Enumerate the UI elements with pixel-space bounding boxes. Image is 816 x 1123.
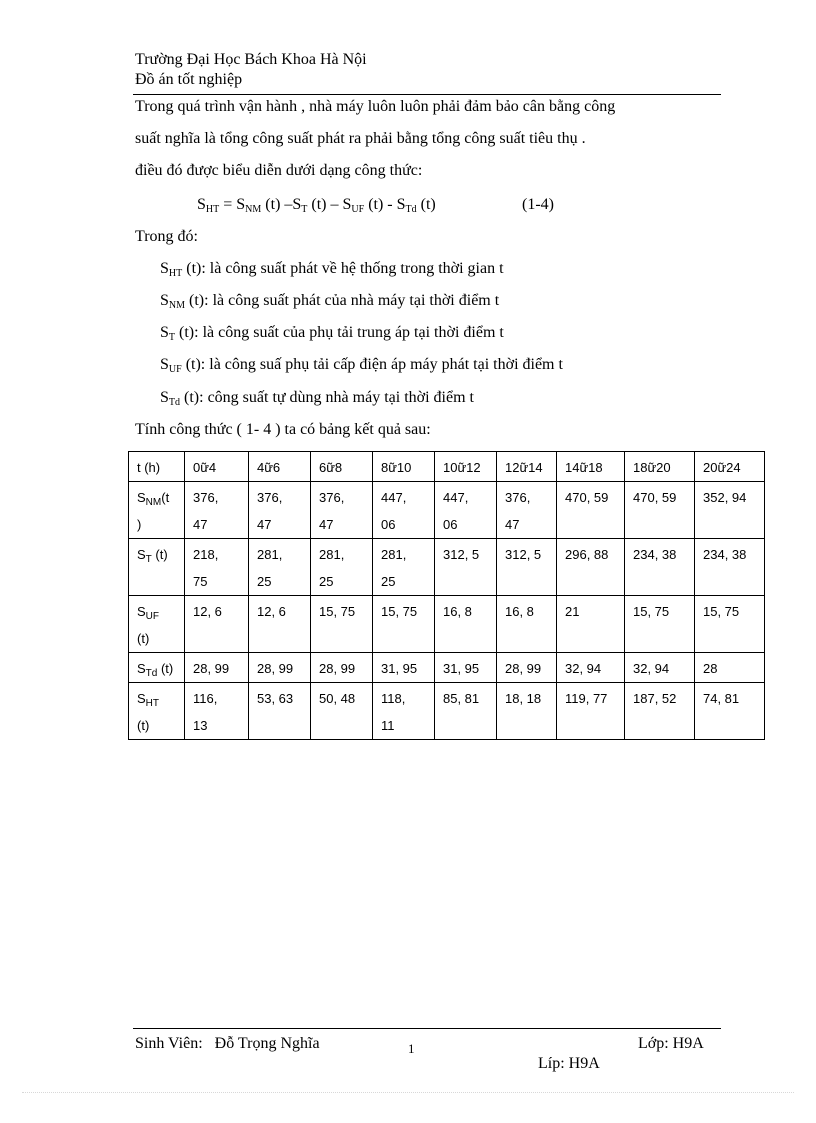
table-cell: 376, 47 — [497, 482, 557, 539]
table-cell: 28, 99 — [497, 653, 557, 683]
class-label: Lớp: H9A — [638, 1035, 704, 1052]
definition-item: $S_{Td}$ (t): công suất tự dùng nhà máy tại thời điểm t — [160, 389, 474, 408]
table-cell: 296, 88 — [557, 539, 625, 596]
table-cell: 218, 75 — [185, 539, 249, 596]
table-header-cell: 6ữ8 — [311, 452, 373, 482]
table-cell: 118, 11 — [373, 683, 435, 740]
table-cell: 15, 75 — [625, 596, 695, 653]
formula: $S_{HT} = S_{NM}$ (t) $-S_T$ $(t) - S_{UF}$ $(t) - S_{Td}$ (t) — [197, 196, 436, 215]
table-cell: 21 — [557, 596, 625, 653]
table-row — [129, 539, 765, 596]
table-header-cell: 4ữ6 — [249, 452, 311, 482]
row-label: $S_{UF}$ (t) — [129, 596, 185, 653]
table-cell: 15, 75 — [373, 596, 435, 653]
row-label: $S_{Td}$ (t) — [129, 653, 185, 683]
table-cell: 31, 95 — [435, 653, 497, 683]
table-cell: 28, 99 — [311, 653, 373, 683]
table-cell: 470, 59 — [625, 482, 695, 539]
table-cell: 15, 75 — [695, 596, 765, 653]
table-cell: 352, 94 — [695, 482, 765, 539]
project-title: Đồ án tốt nghiệp — [135, 71, 243, 88]
table-cell: 470, 59 — [557, 482, 625, 539]
table-cell: 12, 6 — [185, 596, 249, 653]
table-intro: Tính công thức ( 1- 4 ) ta có bảng kết quả sau: — [135, 421, 431, 438]
table-header-row — [129, 452, 765, 482]
table-cell: 281, 25 — [249, 539, 311, 596]
row-label: $S_{NM}(t$ ) — [129, 482, 185, 539]
table-cell: 376, 47 — [249, 482, 311, 539]
definition-item: $S_{NM}$ (t): là công suất phát của nhà máy tại thời điểm t — [160, 292, 500, 311]
paragraph-line-3: điều đó được biểu diễn dưới dạng công thức: — [135, 162, 423, 179]
page-number: 1 — [408, 1041, 415, 1056]
paragraph-line-1: Trong quá trình vận hành , nhà máy luôn luôn phải đảm bảo cân bằng công — [135, 98, 616, 115]
school-name: Trường Đại Học Bách Khoa Hà Nội — [135, 51, 367, 68]
table-cell: 447, 06 — [373, 482, 435, 539]
row-label: $S_T$ (t) — [129, 539, 185, 596]
row-label: $S_{HT}$ (t) — [129, 683, 185, 740]
table-cell: 281, 25 — [311, 539, 373, 596]
table-cell: 447, 06 — [435, 482, 497, 539]
table-row — [129, 596, 765, 653]
table-cell: 53, 63 — [249, 683, 311, 740]
table-header-cell: 20ữ24 — [695, 452, 765, 482]
table-row — [129, 653, 765, 683]
class-label-duplicate: Líp: H9A — [538, 1055, 600, 1072]
table-cell: 16, 8 — [497, 596, 557, 653]
table-header-cell: 14ữ18 — [557, 452, 625, 482]
student-line — [135, 1035, 320, 1053]
table-cell: 16, 8 — [435, 596, 497, 653]
table-cell: 85, 81 — [435, 683, 497, 740]
table-header-cell: 0ữ4 — [185, 452, 249, 482]
table-cell: 187, 52 — [625, 683, 695, 740]
table-cell: 312, 5 — [497, 539, 557, 596]
table-cell: 376, 47 — [311, 482, 373, 539]
table-cell: 234, 38 — [625, 539, 695, 596]
table-header-cell: 12ữ14 — [497, 452, 557, 482]
table-cell: 28 — [695, 653, 765, 683]
student-label: Sinh Viên: — [135, 1035, 203, 1052]
table-header-label: t (h) — [129, 452, 185, 482]
table-header-cell: 8ữ10 — [373, 452, 435, 482]
table-row — [129, 683, 765, 740]
table-cell: 31, 95 — [373, 653, 435, 683]
table-row — [129, 482, 765, 539]
page-edge-dots — [22, 1092, 794, 1093]
table-header-cell: 18ữ20 — [625, 452, 695, 482]
table-cell: 376, 47 — [185, 482, 249, 539]
paragraph-line-2: suất nghĩa là tổng công suất phát ra phải bằng tổng công suất tiêu thụ . — [135, 130, 586, 147]
table-cell: 32, 94 — [625, 653, 695, 683]
table-cell: 234, 38 — [695, 539, 765, 596]
definition-item: $S_{HT}$ (t): là công suất phát về hệ thống trong thời gian t — [160, 260, 504, 279]
definition-item: $S_{UF}$ (t): là công suấ phụ tải cấp điện áp máy phát tại thời điểm t — [160, 356, 563, 375]
table-cell: 119, 77 — [557, 683, 625, 740]
table-cell: 12, 6 — [249, 596, 311, 653]
footer-rule — [133, 1028, 721, 1029]
student-name: Đỗ Trọng Nghĩa — [214, 1035, 320, 1052]
formula-number: (1-4) — [522, 196, 554, 213]
results-table — [128, 451, 765, 740]
table-cell: 15, 75 — [311, 596, 373, 653]
table-header-cell: 10ữ12 — [435, 452, 497, 482]
table-cell: 50, 48 — [311, 683, 373, 740]
table-cell: 116, 13 — [185, 683, 249, 740]
definition-item: $S_T$ (t): là công suất của phụ tải trung áp tại thời điểm t — [160, 324, 504, 343]
table-cell: 312, 5 — [435, 539, 497, 596]
table-cell: 28, 99 — [249, 653, 311, 683]
header-rule — [133, 94, 721, 95]
table-cell: 18, 18 — [497, 683, 557, 740]
table-cell: 28, 99 — [185, 653, 249, 683]
table-cell: 32, 94 — [557, 653, 625, 683]
table-cell: 74, 81 — [695, 683, 765, 740]
table-cell: 281, 25 — [373, 539, 435, 596]
where-heading: Trong đó: — [135, 228, 198, 245]
